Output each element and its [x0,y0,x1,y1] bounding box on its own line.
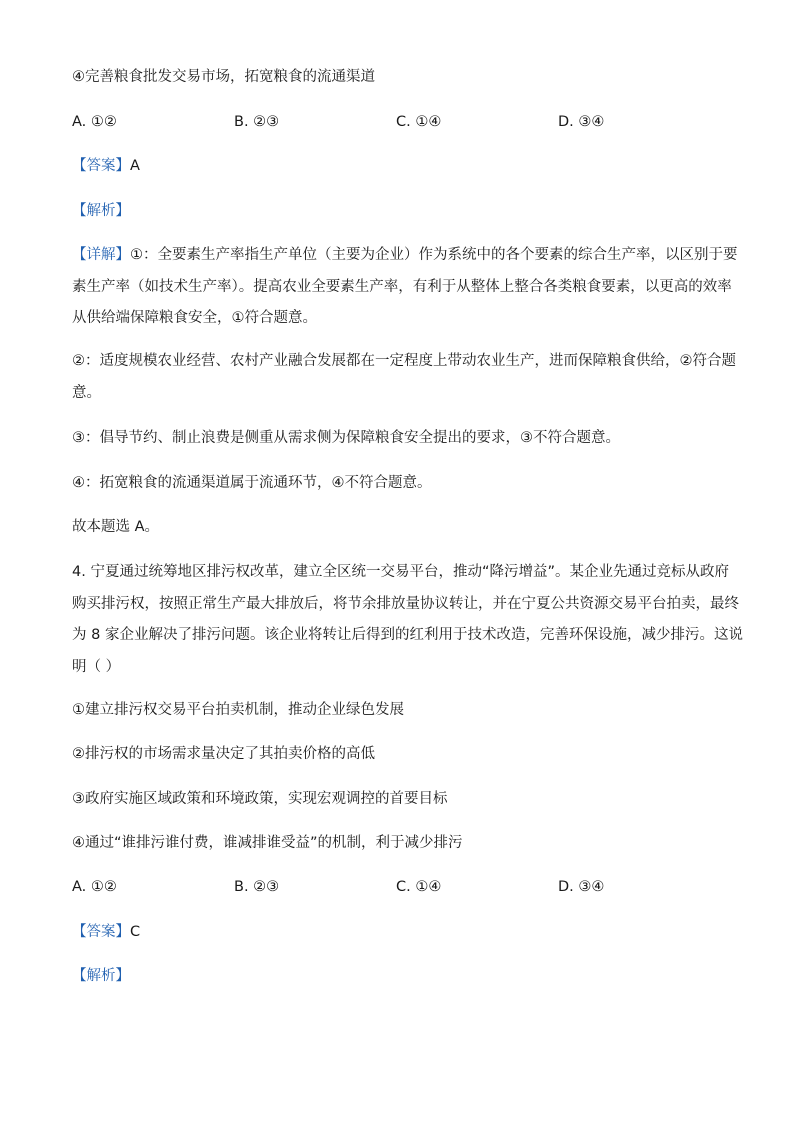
answer-tag: 【答案】 [72,924,130,940]
q3-option-d: D. ③④ [558,114,605,130]
q4-answer [72,922,140,942]
q3-detail-paragraph [72,240,738,335]
q3-point-4: ④：拓宽粮食的流通渠道属于流通环节，④不符合题意。 [72,475,432,491]
q3-analysis-heading [72,201,130,221]
q3-option-a: A. ①② [72,114,117,130]
detail-tag: 【详解】 [72,247,130,263]
q3-conclusion: 故本题选 A。 [72,519,160,535]
detail-line-2: 素生产率（如技术生产率）。提高农业全要素生产率，有利于从整体上整合各类粮食要素，以更高的效率 [72,278,732,295]
q3-answer [72,156,140,176]
analysis-tag: 【解析】 [72,968,130,984]
q4-stem [72,557,743,683]
q4-option-a: A. ①② [72,879,117,895]
q4-stem-line-3: 为 8 家企业解决了排污问题。该企业将转让后得到的红利用于技术改造，完善环保设施，减少排污。这说 [72,627,743,643]
q4-option-d: D. ③④ [558,879,605,895]
q4-analysis-heading [72,966,130,986]
answer-value: A [130,158,140,174]
q3-point-3: ③：倡导节约、制止浪费是侧重从需求侧为保障粮食安全提出的要求，③不符合题意。 [72,430,620,446]
q3-point-2-paragraph [72,346,736,409]
q4-statement-4: ④通过“谁排污谁付费，谁减排谁受益”的机制，利于减少排污 [72,835,463,851]
q4-statement-3: ③政府实施区域政策和环境政策，实现宏观调控的首要目标 [72,791,448,807]
q4-stem-line-4: 明（ ） [72,658,121,675]
q4-stem-line-2: 购买排污权，按照正常生产最大排放后，将节余排放量协议转让，并在宁夏公共资源交易平台拍卖，最终 [72,595,739,612]
point2-line-2: 意。 [72,384,101,401]
detail-line-1: 【详解】①：全要素生产率指生产单位（主要为企业）作为系统中的各个要素的综合生产率，以区别于要 [72,247,738,263]
q4-statement-1: ①建立排污权交易平台拍卖机制，推动企业绿色发展 [72,702,404,718]
point2-line-1: ②：适度规模农业经营、农村产业融合发展都在一定程度上带动农业生产，进而保障粮食供给，②符合题 [72,353,736,369]
q4-statement-2: ②排污权的市场需求量决定了其拍卖价格的高低 [72,746,375,762]
q4-option-b: B. ②③ [234,879,280,895]
q3-option-b: B. ②③ [234,114,280,130]
answer-tag: 【答案】 [72,158,130,174]
q4-stem-line-1: 4. 宁夏通过统筹地区排污权改革，建立全区统一交易平台，推动“降污增益”。某企业先通过竞标从政府 [72,564,729,580]
q3-option-c: C. ①④ [396,114,442,130]
q3-statement-4: ④完善粮食批发交易市场，拓宽粮食的流通渠道 [72,69,375,85]
analysis-tag: 【解析】 [72,203,130,219]
detail-line-3: 从供给端保障粮食安全，①符合题意。 [72,310,317,326]
q4-option-c: C. ①④ [396,879,442,895]
answer-value: C [130,924,141,940]
